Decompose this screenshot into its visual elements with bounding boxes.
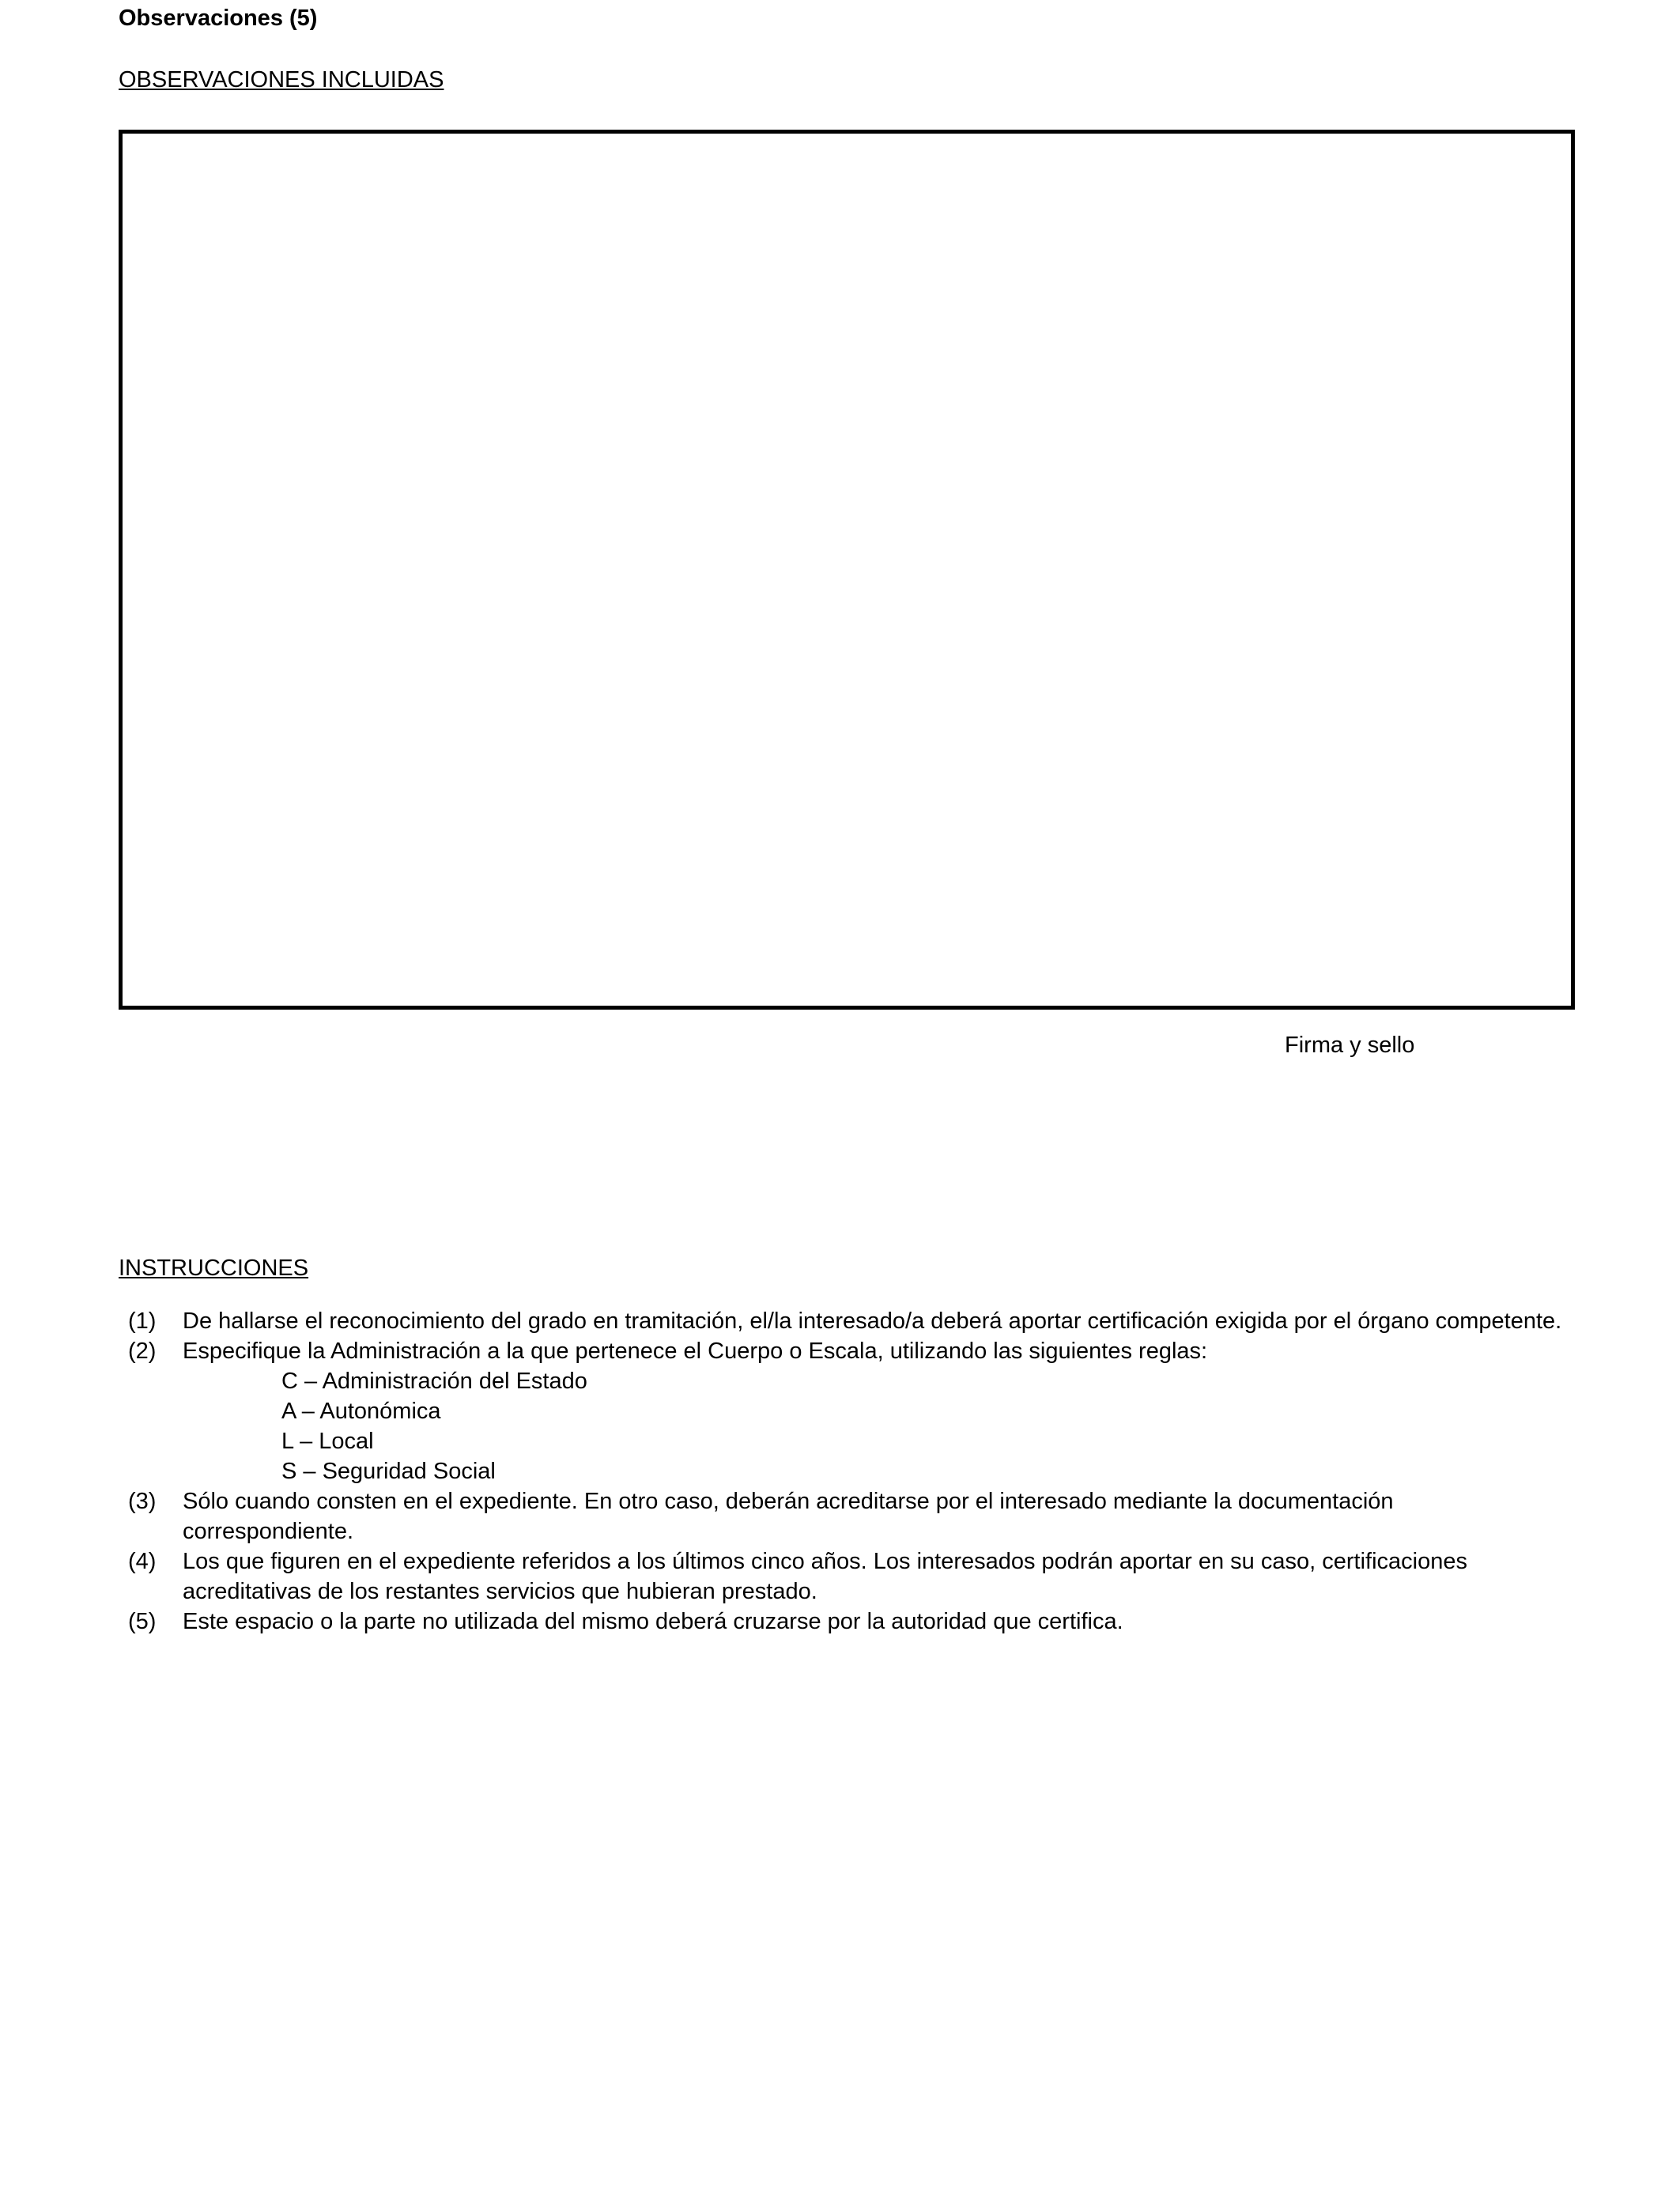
instruction-number: (4) — [128, 1549, 157, 1574]
instruction-number: (3) — [128, 1489, 157, 1514]
instrucciones-heading: INSTRUCCIONES — [119, 1256, 309, 1281]
instruction-text: Sólo cuando consten en el expediente. En otro caso, deberán acreditarse por el interesado mediante la documentación correspondiente. — [183, 1489, 1394, 1544]
admin-rule-local: L – Local — [281, 1429, 374, 1454]
instruction-text: Este espacio o la parte no utilizada del mismo deberá cruzarse por la autoridad que certifica. — [183, 1609, 1123, 1634]
observaciones-heading: Observaciones (5) — [119, 6, 318, 31]
instruction-text: Los que figuren en el expediente referidos a los últimos cinco años. Los interesados podrán aportar en su caso, certificaciones acreditativas de los restantes servicios que hubieran prestado. — [183, 1549, 1467, 1604]
instructions-list — [119, 1306, 1565, 1637]
observaciones-box[interactable] — [119, 130, 1575, 1010]
instruction-text: Especifique la Administración a la que pertenece el Cuerpo o Escala, utilizando las siguientes reglas: — [183, 1339, 1208, 1364]
admin-rule-estado: C – Administración del Estado — [281, 1369, 587, 1394]
instruction-item-2 — [119, 1336, 1565, 1366]
instruction-number: (1) — [128, 1308, 157, 1334]
instruction-text: De hallarse el reconocimiento del grado en tramitación, el/la interesado/a deberá aportar certificación exigida por el órgano competente. — [183, 1308, 1562, 1334]
instruction-number: (5) — [128, 1609, 157, 1634]
firma-y-sello-label: Firma y sello — [1285, 1033, 1415, 1058]
instruction-item-5 — [119, 1607, 1565, 1637]
instruction-item-1 — [119, 1306, 1565, 1336]
instruction-number: (2) — [128, 1339, 157, 1364]
admin-rule-seguridad-social: S – Seguridad Social — [281, 1459, 496, 1484]
admin-rule-autonomica: A – Autonómica — [281, 1399, 441, 1424]
observaciones-incluidas-label: OBSERVACIONES INCLUIDAS — [119, 67, 444, 93]
instruction-item-4 — [119, 1546, 1565, 1607]
instruction-item-3 — [119, 1486, 1565, 1546]
